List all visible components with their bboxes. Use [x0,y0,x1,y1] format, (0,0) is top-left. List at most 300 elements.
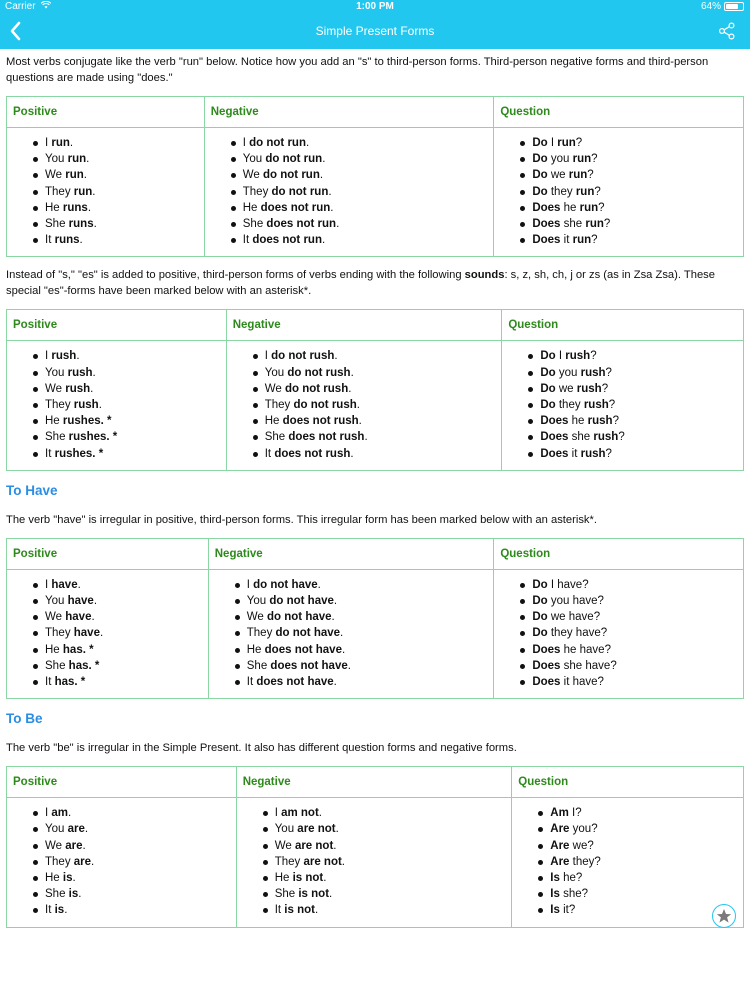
list-item-bold: Do [532,611,548,624]
list-item-post: . [69,137,74,149]
list-item-post: . [64,904,68,917]
list-item [247,854,502,870]
list-item-pre: He [246,643,265,656]
list-item-post: . [78,888,82,901]
list-item [215,151,484,167]
list-item-post: . [318,807,322,820]
page-title: Simple Present Forms [315,24,435,38]
list-item-pre: She [274,888,299,901]
list-item-bold: does not rush [288,431,365,444]
list-item-bold: rushes. * [62,415,112,428]
list-item-bold2: rush [580,366,606,379]
list-item-bold: do not rush [287,366,351,379]
list-item-post: ? [594,185,601,198]
list-item-pre: We [264,382,285,395]
status-battery: 64% [701,0,744,13]
list-item [237,365,492,381]
list-item-bold: does not have [264,643,342,656]
list-item-bold: are [73,855,92,868]
list-item-post: . [323,872,327,885]
list-item [247,838,502,854]
list-item-bold: is not [298,888,330,901]
list-item-pre: I [45,578,52,591]
list-item [219,642,484,658]
question-list [504,135,733,248]
negative-list [219,577,484,690]
list-item-bold: Is [550,872,560,885]
list-item [247,821,502,837]
column-header-negative: Negative [208,538,494,569]
list-item-pre: We [45,839,66,852]
list-item [215,167,484,183]
list-item [512,348,733,364]
list-item-post: . [82,839,86,852]
list-item-mid: they have? [547,627,608,640]
list-item-mid: we [555,382,577,395]
list-item-pre: You [274,823,298,836]
list-item-bold: rushes. * [68,431,118,444]
list-item-pre: They [264,399,294,412]
list-item-post: . [86,153,90,166]
list-item-bold: does not rush [274,447,351,460]
list-item-pre: They [274,855,304,868]
list-item-mid: we have? [547,611,601,624]
negative-list [237,348,492,461]
list-item-post: ? [587,169,594,182]
column-question [512,798,744,927]
list-item-mid: you [547,153,573,166]
list-item-bold2: run [557,137,576,149]
list-item [17,232,194,248]
list-item-post: . [83,169,87,182]
list-item-mid: you [555,366,581,379]
list-item-mid: it [568,447,581,460]
list-item-bold: am [51,807,69,820]
list-item [219,609,484,625]
battery-fill [726,4,738,9]
list-item [237,413,492,429]
list-item-pre: It [246,676,257,689]
list-item-pre: He [242,201,261,214]
list-item-bold: have [65,611,92,624]
list-item-bold: do not have [275,627,341,640]
list-item-post: . [77,578,81,591]
list-item-pre: You [45,595,68,608]
list-item [17,674,198,690]
list-item-post: . [333,595,338,608]
list-item-pre: I [264,350,272,363]
list-item [504,609,733,625]
list-item-bold: Does [540,431,569,444]
column-question [502,341,744,470]
conjugation-table [6,766,744,927]
list-item-pre: We [45,169,66,182]
list-item-post: . [91,611,95,624]
list-item-mid: she [568,431,594,444]
column-positive [7,128,205,257]
list-item-bold: does not run [266,218,337,231]
list-item [17,870,226,886]
list-item [522,805,733,821]
list-item-bold: Does [532,201,561,214]
list-item-bold: have [73,627,100,640]
content [0,49,750,928]
list-item-bold2: rush [583,399,609,412]
list-item-pre: I [45,137,52,149]
list-item-post: . [90,382,94,395]
list-item [522,870,733,886]
list-item-bold: Do [540,350,556,363]
list-item-bold2: run [572,234,592,247]
list-item [522,838,733,854]
list-item [215,200,484,216]
list-item-bold2: rush [576,382,602,395]
list-item [215,232,484,248]
list-item-mid: you have? [547,595,604,608]
list-item [17,821,226,837]
list-item [17,397,216,413]
list-item-post: . [328,185,332,198]
column-positive [7,569,209,698]
share-icon[interactable] [718,22,736,40]
list-item [215,216,484,232]
table-slot-0 [6,96,744,257]
list-item-post: . [348,382,352,395]
list-item [504,674,733,690]
list-item [17,167,194,183]
list-item-bold: Do [540,399,556,412]
list-item-mid: she have? [560,659,617,672]
list-item-pre: They [45,627,74,640]
list-item-bold: Are [550,855,570,868]
list-item-post: . [314,904,319,917]
column-question [494,128,744,257]
positive-list [17,577,198,690]
section-heading-have: To Have [6,482,58,498]
list-item-pre: It [45,904,55,917]
list-item-pre: You [45,366,68,379]
list-item-pre: I [246,578,254,591]
list-item [17,365,216,381]
list-item-bold: Are [550,823,570,836]
list-item [522,902,733,918]
list-item-bold: rush [73,399,99,412]
list-item-bold: Are [550,839,570,852]
list-item [504,200,733,216]
column-negative [208,569,494,698]
list-item-bold: Is [550,904,560,917]
intro-es: Instead of "s," "es" is added to positive, third-person forms of verbs ending with the following sounds: s, z, sh, ch, j or zs (as in Zsa Zsa). These special "es"-forms have been marked below with an asterisk*. [6,269,715,298]
list-item [17,642,198,658]
list-item-bold: is not [292,872,324,885]
list-item [17,625,198,641]
list-item [522,854,733,870]
list-item-bold: does not have [256,676,334,689]
list-item [17,854,226,870]
negative-list [247,805,502,918]
list-item-pre: He [264,415,283,428]
positive-list [17,805,226,918]
list-item-pre: She [264,431,289,444]
column-header-question: Question [494,538,744,569]
list-item-pre: It [242,234,253,247]
list-item [512,397,733,413]
list-item-post: ? [591,234,598,247]
list-item-bold: rush [67,366,93,379]
list-item-post: . [364,431,368,444]
list-item-bold: Does [532,676,561,689]
list-item-pre: We [246,611,267,624]
list-item-bold: Do [532,137,548,149]
list-item [504,184,733,200]
list-item [512,446,733,462]
list-item [17,381,216,397]
list-item-post: . [321,234,326,247]
list-item-pre: She [242,218,267,231]
list-item-bold: is not [284,904,315,917]
list-item-pre: It [45,447,55,460]
list-item-mid: we [547,169,569,182]
list-item-bold: do not run [249,137,306,149]
list-item-pre: We [45,382,66,395]
list-item-post: . [333,676,337,689]
column-positive [7,341,227,470]
list-item-bold: is [54,904,65,917]
list-item-post: . [68,807,72,820]
list-item-bold: Do [532,595,548,608]
list-item-pre: It [45,676,55,689]
list-item-post: . [335,823,339,836]
list-item-pre: I [242,137,250,149]
list-item [17,216,194,232]
list-item-bold: rush [51,350,77,363]
table-slot-1 [6,309,744,470]
list-item-mid: he have? [560,643,611,656]
list-item-post: ? [608,399,616,412]
list-item [219,593,484,609]
list-item-bold: does not have [270,659,348,672]
list-item-post: . [333,839,337,852]
list-item-post: . [76,350,80,363]
list-item-post: ? [605,366,612,379]
list-item [17,200,194,216]
intro-be: The verb "be" is irregular in the Simple Present. It also has different question forms and negative forms. [6,742,517,755]
list-item-bold: are not [297,823,336,836]
list-item-post: . [350,447,354,460]
list-item-bold: are not [303,855,342,868]
nav-bar [0,13,750,49]
list-item [522,821,733,837]
list-item-mid: I [555,350,566,363]
list-item [237,381,492,397]
list-item-post: . [341,643,346,656]
column-header-question: Question [494,97,744,128]
list-item [237,446,492,462]
list-item-bold: run [73,185,93,198]
list-item-pre: They [45,399,74,412]
list-item-bold: does not run [260,201,331,214]
list-item-pre: You [45,153,68,166]
list-item-post: . [87,201,92,214]
list-item-post: . [329,888,333,901]
list-item-bold: Is [550,888,560,901]
table-slot-2 [6,538,744,699]
list-item-pre: You [246,595,270,608]
table-slot-3 [6,766,744,927]
list-item-bold: Do [532,153,548,166]
list-item-post: ? [590,350,597,363]
list-item-pre: They [246,627,276,640]
list-item [522,886,733,902]
list-item-post: . [347,659,351,672]
list-item-bold: does not run [252,234,322,247]
list-item-bold2: run [568,169,588,182]
star-icon [716,908,732,924]
list-item [17,577,198,593]
list-item-post: . [341,855,345,868]
list-item-post: . [319,169,324,182]
status-bar [0,0,750,13]
list-item-bold: Does [540,447,569,460]
list-item-post: . [99,627,104,640]
list-item-post: ? [603,218,611,231]
list-item-bold: rush [65,382,91,395]
positive-list [17,348,216,461]
list-item [17,838,226,854]
column-header-negative: Negative [226,310,502,341]
list-item-pre: It [264,447,275,460]
list-item [17,658,198,674]
list-item-pre: He [45,643,63,656]
list-item-pre: It [45,234,55,247]
list-item [219,658,484,674]
list-item-post: . [79,234,83,247]
list-item-mid: he? [559,872,583,885]
list-item-post: ? [605,447,612,460]
list-item [17,446,216,462]
list-item [504,135,733,151]
list-item [504,232,733,248]
list-item-mid: it [560,234,573,247]
list-item-post: ? [575,137,583,149]
list-item-pre: She [246,659,271,672]
list-item-post: . [358,415,362,428]
list-item-pre: She [45,659,69,672]
list-item [17,609,198,625]
list-item [504,593,733,609]
list-item-post: . [322,153,326,166]
list-item-bold: Do [532,169,548,182]
list-item [504,216,733,232]
list-item-bold: do not rush [293,399,357,412]
section-heading-be: To Be [6,711,43,727]
list-item-bold2: run [572,153,592,166]
conjugation-table [6,96,744,257]
list-item [247,805,502,821]
list-item [219,577,484,593]
list-item-post: . [336,218,340,231]
list-item [17,184,194,200]
column-header-negative: Negative [204,97,494,128]
list-item-pre: They [242,185,272,198]
list-item-post: ? [601,382,609,395]
column-header-positive: Positive [7,97,205,128]
conjugation-table [6,309,744,470]
list-item-mid: it have? [560,676,604,689]
list-item-bold: has. * [68,659,100,672]
positive-list [17,135,194,248]
list-item [17,886,226,902]
list-item-bold: runs [62,201,88,214]
column-header-positive: Positive [7,310,227,341]
list-item-bold: Does [540,415,569,428]
list-item-bold: run [65,169,84,182]
list-item-post: . [330,201,334,214]
list-item-pre: It [274,904,285,917]
column-header-question: Question [502,310,744,341]
list-item-post: . [93,595,98,608]
list-item-pre: You [242,153,266,166]
list-item-bold: do not run [271,185,329,198]
list-item-mid: I have? [547,578,589,591]
list-item-mid: you? [569,823,598,836]
chevron-left-icon[interactable] [6,19,26,43]
status-time: 1:00 PM [356,1,394,12]
list-item-pre: You [45,823,68,836]
list-item-mid: he [560,201,580,214]
list-item [17,902,226,918]
list-item-bold: Does [532,659,561,672]
list-item-bold: do not run [265,153,323,166]
list-item-bold: do not rush [271,350,335,363]
list-item [215,184,484,200]
list-item-pre: I [274,807,282,820]
list-item-post: ? [591,153,598,166]
list-item-pre: He [45,872,63,885]
list-item-mid: they [555,399,584,412]
list-item [512,413,733,429]
battery-icon [724,2,744,11]
list-item-bold: Am [550,807,569,820]
list-item [247,902,502,918]
column-negative [204,128,494,257]
list-item-pre: You [264,366,288,379]
list-item-mid: I [547,137,558,149]
list-item-post: . [92,185,96,198]
list-item-bold: do not have [253,578,318,591]
question-list [512,348,733,461]
list-item [512,365,733,381]
favorite-button[interactable] [712,904,736,928]
list-item-bold: Do [540,382,556,395]
list-item-bold: runs [68,218,94,231]
list-item-mid: it? [559,904,576,917]
list-item-pre: They [45,855,74,868]
list-item-bold: have [51,578,78,591]
list-item-post: ? [618,431,625,444]
list-item [17,348,216,364]
list-item-mid: we? [569,839,594,852]
column-negative [226,341,502,470]
list-item [504,625,733,641]
list-item-post: . [334,350,338,363]
list-item [17,135,194,151]
column-header-positive: Positive [7,538,209,569]
list-item-post: . [331,611,335,624]
list-item [504,658,733,674]
list-item-bold: is [62,872,73,885]
list-item-mid: she? [559,888,589,901]
